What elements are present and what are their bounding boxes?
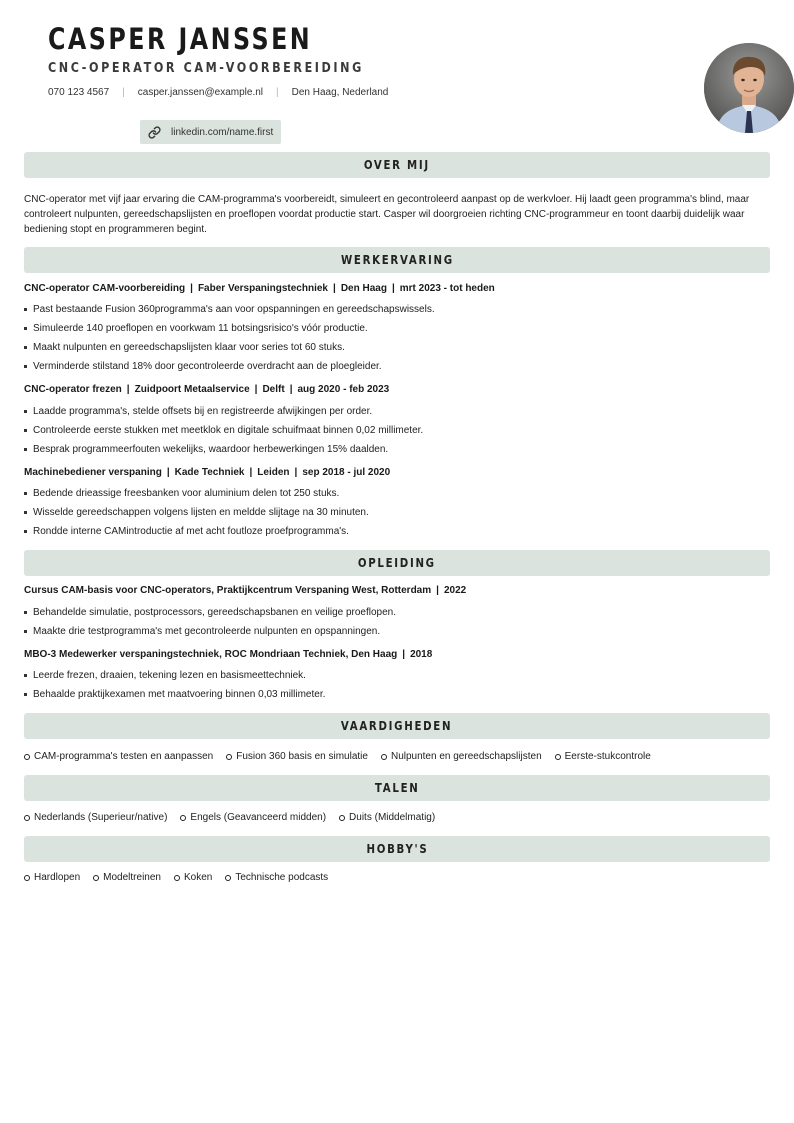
education-name: MBO-3 Medewerker verspaningstechniek, ROC Mondriaan Techniek, Den Haag xyxy=(24,649,398,660)
section-title: OPLEIDING xyxy=(358,556,436,570)
location-text: Den Haag, Nederland xyxy=(291,87,389,98)
job-city: Delft xyxy=(262,384,285,395)
job-company: Faber Verspaningstechniek xyxy=(197,283,328,294)
job-dates: sep 2018 - jul 2020 xyxy=(302,467,391,478)
list-item: Leerde frezen, draaien, tekening lezen en basismeettechniek. xyxy=(24,670,770,681)
section-title: TALEN xyxy=(374,781,420,795)
hobby-item: Modeltreinen xyxy=(93,872,161,883)
resume-header xyxy=(24,0,770,148)
job-city: Leiden xyxy=(257,467,290,478)
link-icon xyxy=(148,126,161,139)
hobby-item: Koken xyxy=(174,872,212,883)
job-heading: Machinebediener verspaning | Kade Techniek | Leiden | sep 2018 - jul 2020 xyxy=(24,467,391,478)
section-header-about xyxy=(24,152,770,178)
section-header-education xyxy=(24,550,770,576)
language-item: Duits (Middelmatig) xyxy=(339,812,435,823)
languages-list xyxy=(24,812,770,823)
email-link[interactable]: casper.janssen@example.nl xyxy=(137,87,264,98)
education-heading: Cursus CAM-basis voor CNC-operators, Praktijkcentrum Verspaning West, Rotterdam | 2022 xyxy=(24,585,467,596)
list-item: Controleerde eerste stukken met meetklok en digitale schuifmaat binnen 0,02 millimeter. xyxy=(24,425,770,436)
skill-item: CAM-programma's testen en aanpassen xyxy=(24,751,213,762)
list-item: Simuleerde 140 proeflopen en voorkwam 11 botsingsrisico's vóór productie. xyxy=(24,323,770,334)
list-item: Behaalde praktijkexamen met maatvoering binnen 0,03 millimeter. xyxy=(24,689,770,700)
linkedin-text: linkedin.com/name.first xyxy=(171,126,274,138)
section-title: OVER MIJ xyxy=(363,158,431,172)
list-item: Verminderde stilstand 18% door gecontroleerde overdracht aan de ploegleider. xyxy=(24,361,770,372)
section-header-languages xyxy=(24,775,770,801)
hobby-item: Technische podcasts xyxy=(225,872,328,883)
skill-item: Eerste-stukcontrole xyxy=(555,751,651,762)
skill-item: Fusion 360 basis en simulatie xyxy=(226,751,368,762)
education-year: 2022 xyxy=(443,585,467,596)
job-dates: aug 2020 - feb 2023 xyxy=(297,384,390,395)
education-year: 2018 xyxy=(410,649,433,660)
job-role: CNC-operator frezen xyxy=(24,384,122,395)
list-item: Wisselde gereedschappen volgens lijsten en meldde slijtage na 30 minuten. xyxy=(24,507,770,518)
hobby-item: Hardlopen xyxy=(24,872,80,883)
contact-separator: | xyxy=(122,87,125,98)
list-item: Maakt nulpunten en gereedschapslijsten klaar voor series tot 60 stuks. xyxy=(24,342,770,353)
job-role: Machinebediener verspaning xyxy=(24,467,162,478)
profile-photo xyxy=(704,43,794,133)
linkedin-link[interactable] xyxy=(140,120,281,144)
phone-text: 070 123 4567 xyxy=(48,87,110,98)
list-item: Rondde interne CAMintroductie af met acht foutloze proefprogramma's. xyxy=(24,526,770,537)
section-header-hobbies xyxy=(24,836,770,862)
hobbies-list xyxy=(24,872,770,883)
skill-item: Nulpunten en gereedschapslijsten xyxy=(381,751,542,762)
list-item: Besprak programmeerfouten wekelijks, waardoor herbewerkingen 15% daalden. xyxy=(24,444,770,455)
job-heading: CNC-operator frezen | Zuidpoort Metaalservice | Delft | aug 2020 - feb 2023 xyxy=(24,384,390,395)
skills-list xyxy=(24,751,770,762)
job-heading: CNC-operator CAM-voorbereiding | Faber Verspaningstechniek | Den Haag | mrt 2023 - tot heden xyxy=(24,283,495,294)
language-item: Engels (Geavanceerd midden) xyxy=(180,812,326,823)
list-item: Laadde programma's, stelde offsets bij en registreerde afwijkingen per order. xyxy=(24,406,770,417)
job-city: Den Haag xyxy=(340,283,387,294)
education-heading: MBO-3 Medewerker verspaningstechniek, ROC Mondriaan Techniek, Den Haag | 2018 xyxy=(24,649,433,660)
list-item: Behandelde simulatie, postprocessors, gereedschapsbanen en veilige proeflopen. xyxy=(24,607,770,618)
section-title: VAARDIGHEDEN xyxy=(341,719,453,733)
candidate-title: CNC-OPERATOR CAM-VOORBEREIDING xyxy=(48,61,364,76)
job-company: Kade Techniek xyxy=(174,467,245,478)
contact-separator: | xyxy=(276,87,279,98)
section-title: HOBBY'S xyxy=(366,842,428,856)
list-item: Bedende drieassige freesbanken voor aluminium delen tot 250 stuks. xyxy=(24,488,770,499)
job-company: Zuidpoort Metaalservice xyxy=(134,384,250,395)
section-header-skills xyxy=(24,713,770,739)
section-header-experience xyxy=(24,247,770,273)
job-role: CNC-operator CAM-voorbereiding xyxy=(24,283,186,294)
list-item: Past bestaande Fusion 360programma's aan voor opspanningen en gereedschapswissels. xyxy=(24,304,770,315)
job-dates: mrt 2023 - tot heden xyxy=(399,283,495,294)
language-item: Nederlands (Superieur/native) xyxy=(24,812,167,823)
education-name: Cursus CAM-basis voor CNC-operators, Praktijkcentrum Verspaning West, Rotterdam xyxy=(24,585,432,596)
candidate-name: CASPER JANSSEN xyxy=(48,22,313,56)
contact-line xyxy=(48,87,388,98)
list-item: Maakte drie testprogramma's met gecontroleerde nulpunten en opspanningen. xyxy=(24,626,770,637)
summary-text: CNC-operator met vijf jaar ervaring die CAM-programma's voorbereidt, simuleert en gecontroleerd aanpast op de werkvloer. Hij laadt geen programma's blind, maar controleert nulpunten, gereedschapslijsten en proeflopen voordat productie start. Casper wil doorgroeien richting CNC-programmeur en toont daarbij duidelijk waar bediening stopt en programmeren begint. xyxy=(24,194,750,235)
section-title: WERKERVARING xyxy=(340,253,454,267)
